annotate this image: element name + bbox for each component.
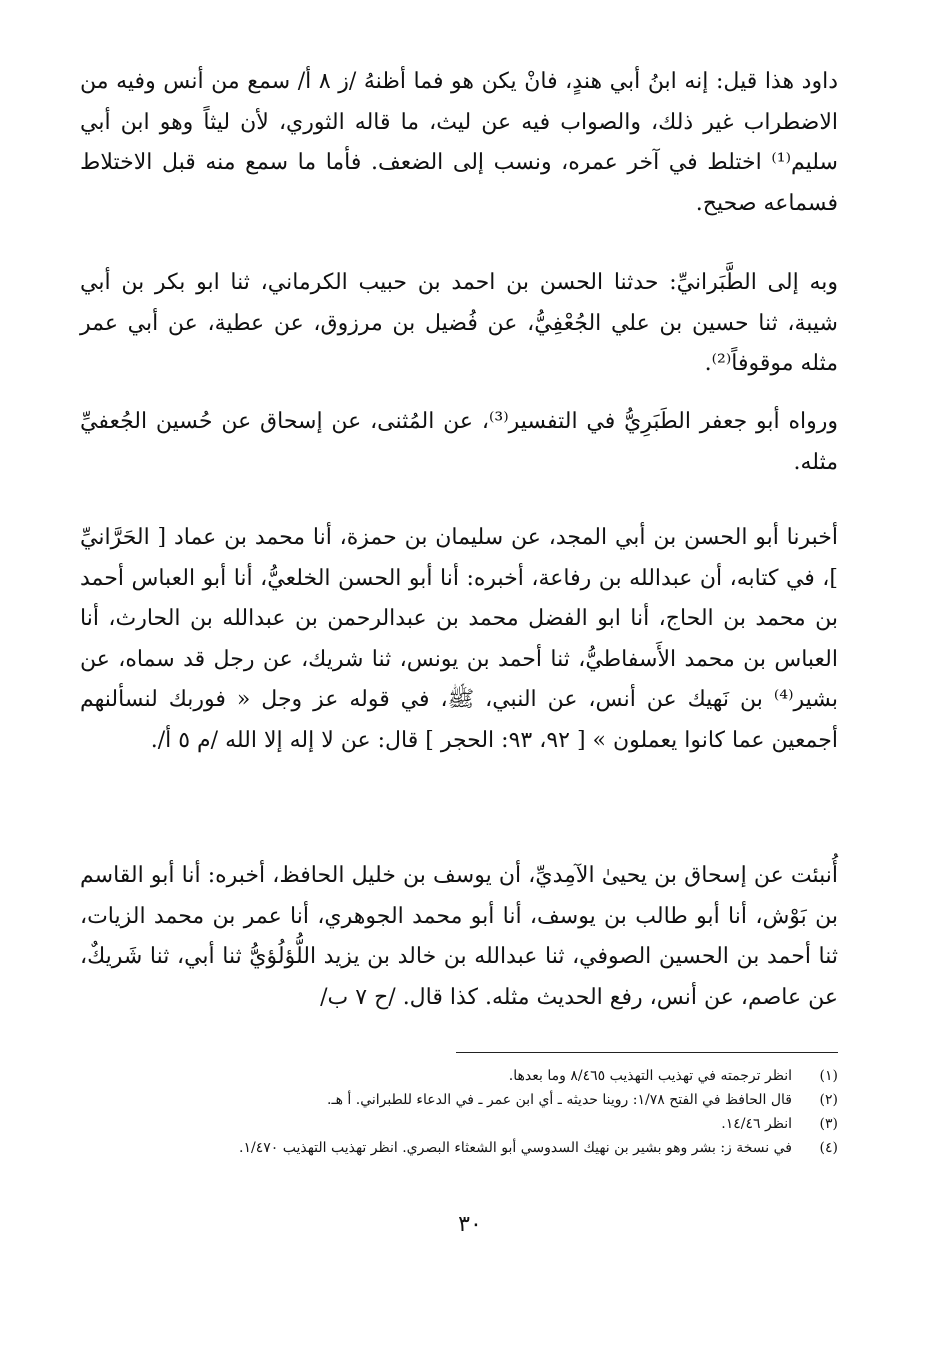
footnote-number: (٢) [819,1092,838,1108]
paragraph-2: وبه إلى الطَّبَرانيِّ: حدثنا الحسن بن احمد بن حبيب الكرماني، ثنا ابو بكر بن أبي شيبة، ثنا حسين بن علي الجُعْفِيُّ، عن فُضيل بن مرزوق، عن عطية، عن أبي عمر مثله موقوفاً⁽²⁾. [80,270,838,376]
footnote-item [80,1064,838,1088]
paragraph-5: أُنبئت عن إسحاق بن يحيىٰ الآمِديِّ، أن يوسف بن خليل الحافظ، أخبره: أنا أبو القاسم بن بَوْش، أنا أبو طالب بن يوسف، أنا أبو محمد الجوهري، أنا عمر بن محمد الزيات، ثنا أحمد بن الحسين الصوفي، ثنا عبدالله بن خالد بن يزيد اللُّؤلُؤيُّ ثنا أبي، ثنا شَريكٌ، عن عاصم، عن أنس، رفع الحديث مثله. كذا قال. /ح ٧ ب/ [80,863,838,1010]
footnote-text: في نسخة ز: بشر وهو بشير بن نهيك السدوسي أبو الشعثاء البصري. انظر تهذيب التهذيب ١/٤٧٠. [239,1140,792,1156]
footnote-number: (١) [819,1068,838,1084]
footnote-item [80,1136,838,1160]
footnote-number: (٤) [819,1140,838,1156]
page-number: ٣٠ [458,1212,482,1237]
footnote-item [80,1112,838,1136]
paragraph-1: داود هذا قيل: إنه ابنُ أبي هندٍ، فانْ يكن هو فما أظنهُ /ز ٨ أ/ سمع من أنس وفيه من الاضطراب غير ذلك، والصواب فيه عن ليث، ما قاله الثوري، لأن ليثاً وهو ابن أبي سليم⁽¹⁾ اختلط في آخر عمره، ونسب إلى الضعف. فأما ما سمع منه قبل الاختلاط فسماعه صحيح. [80,69,838,216]
footnote-text: انظر ١٤/٤٦. [721,1116,792,1132]
paragraph-4: أخبرنا أبو الحسن بن أبي المجد، عن سليمان بن حمزة، أنا محمد بن عماد [ الحَرَّانيِّ ]، في كتابه، أن عبدالله بن رفاعة، أخبره: أنا أبو الحسن الخلعيُّ، أنا أبو العباس أحمد بن محمد بن الحاج، أنا ابو الفضل محمد بن عبدالرحمن بن عبدالله بن الحارث، أنا العباس بن محمد الأَسفاطيُّ، ثنا أحمد بن يونس، ثنا شريك، عن رجل قد سماه، عن بشير⁽⁴⁾ بن نَهيك عن أنس، عن النبي، ﷺ، في قوله عز وجل « فوربك لنسألنهم أجمعين عما كانوا يعملون » [ ٩٢، ٩٣: الحجر ] قال: عن لا إله إلا الله /م ٥ أ/. [80,525,838,753]
footnote-text: انظر ترجمته في تهذيب التهذيب ٨/٤٦٥ وما بعدها. [508,1068,792,1084]
footnote-item [80,1088,838,1112]
footnote-number: (٣) [819,1116,838,1132]
footnote-text: قال الحافظ في الفتح ١/٧٨: روينا حديثه ـ أي ابن عمر ـ في الدعاء للطبراني. أ هـ. [327,1092,792,1108]
paragraph-3: ورواه أبو جعفر الطَبَرِيُّ في التفسير⁽³⁾، عن المُثنى، عن إسحاق عن حُسين الجُعفيِّ مثله. [80,409,838,475]
footnotes-list [80,1064,838,1160]
footnote-separator [456,1052,838,1053]
